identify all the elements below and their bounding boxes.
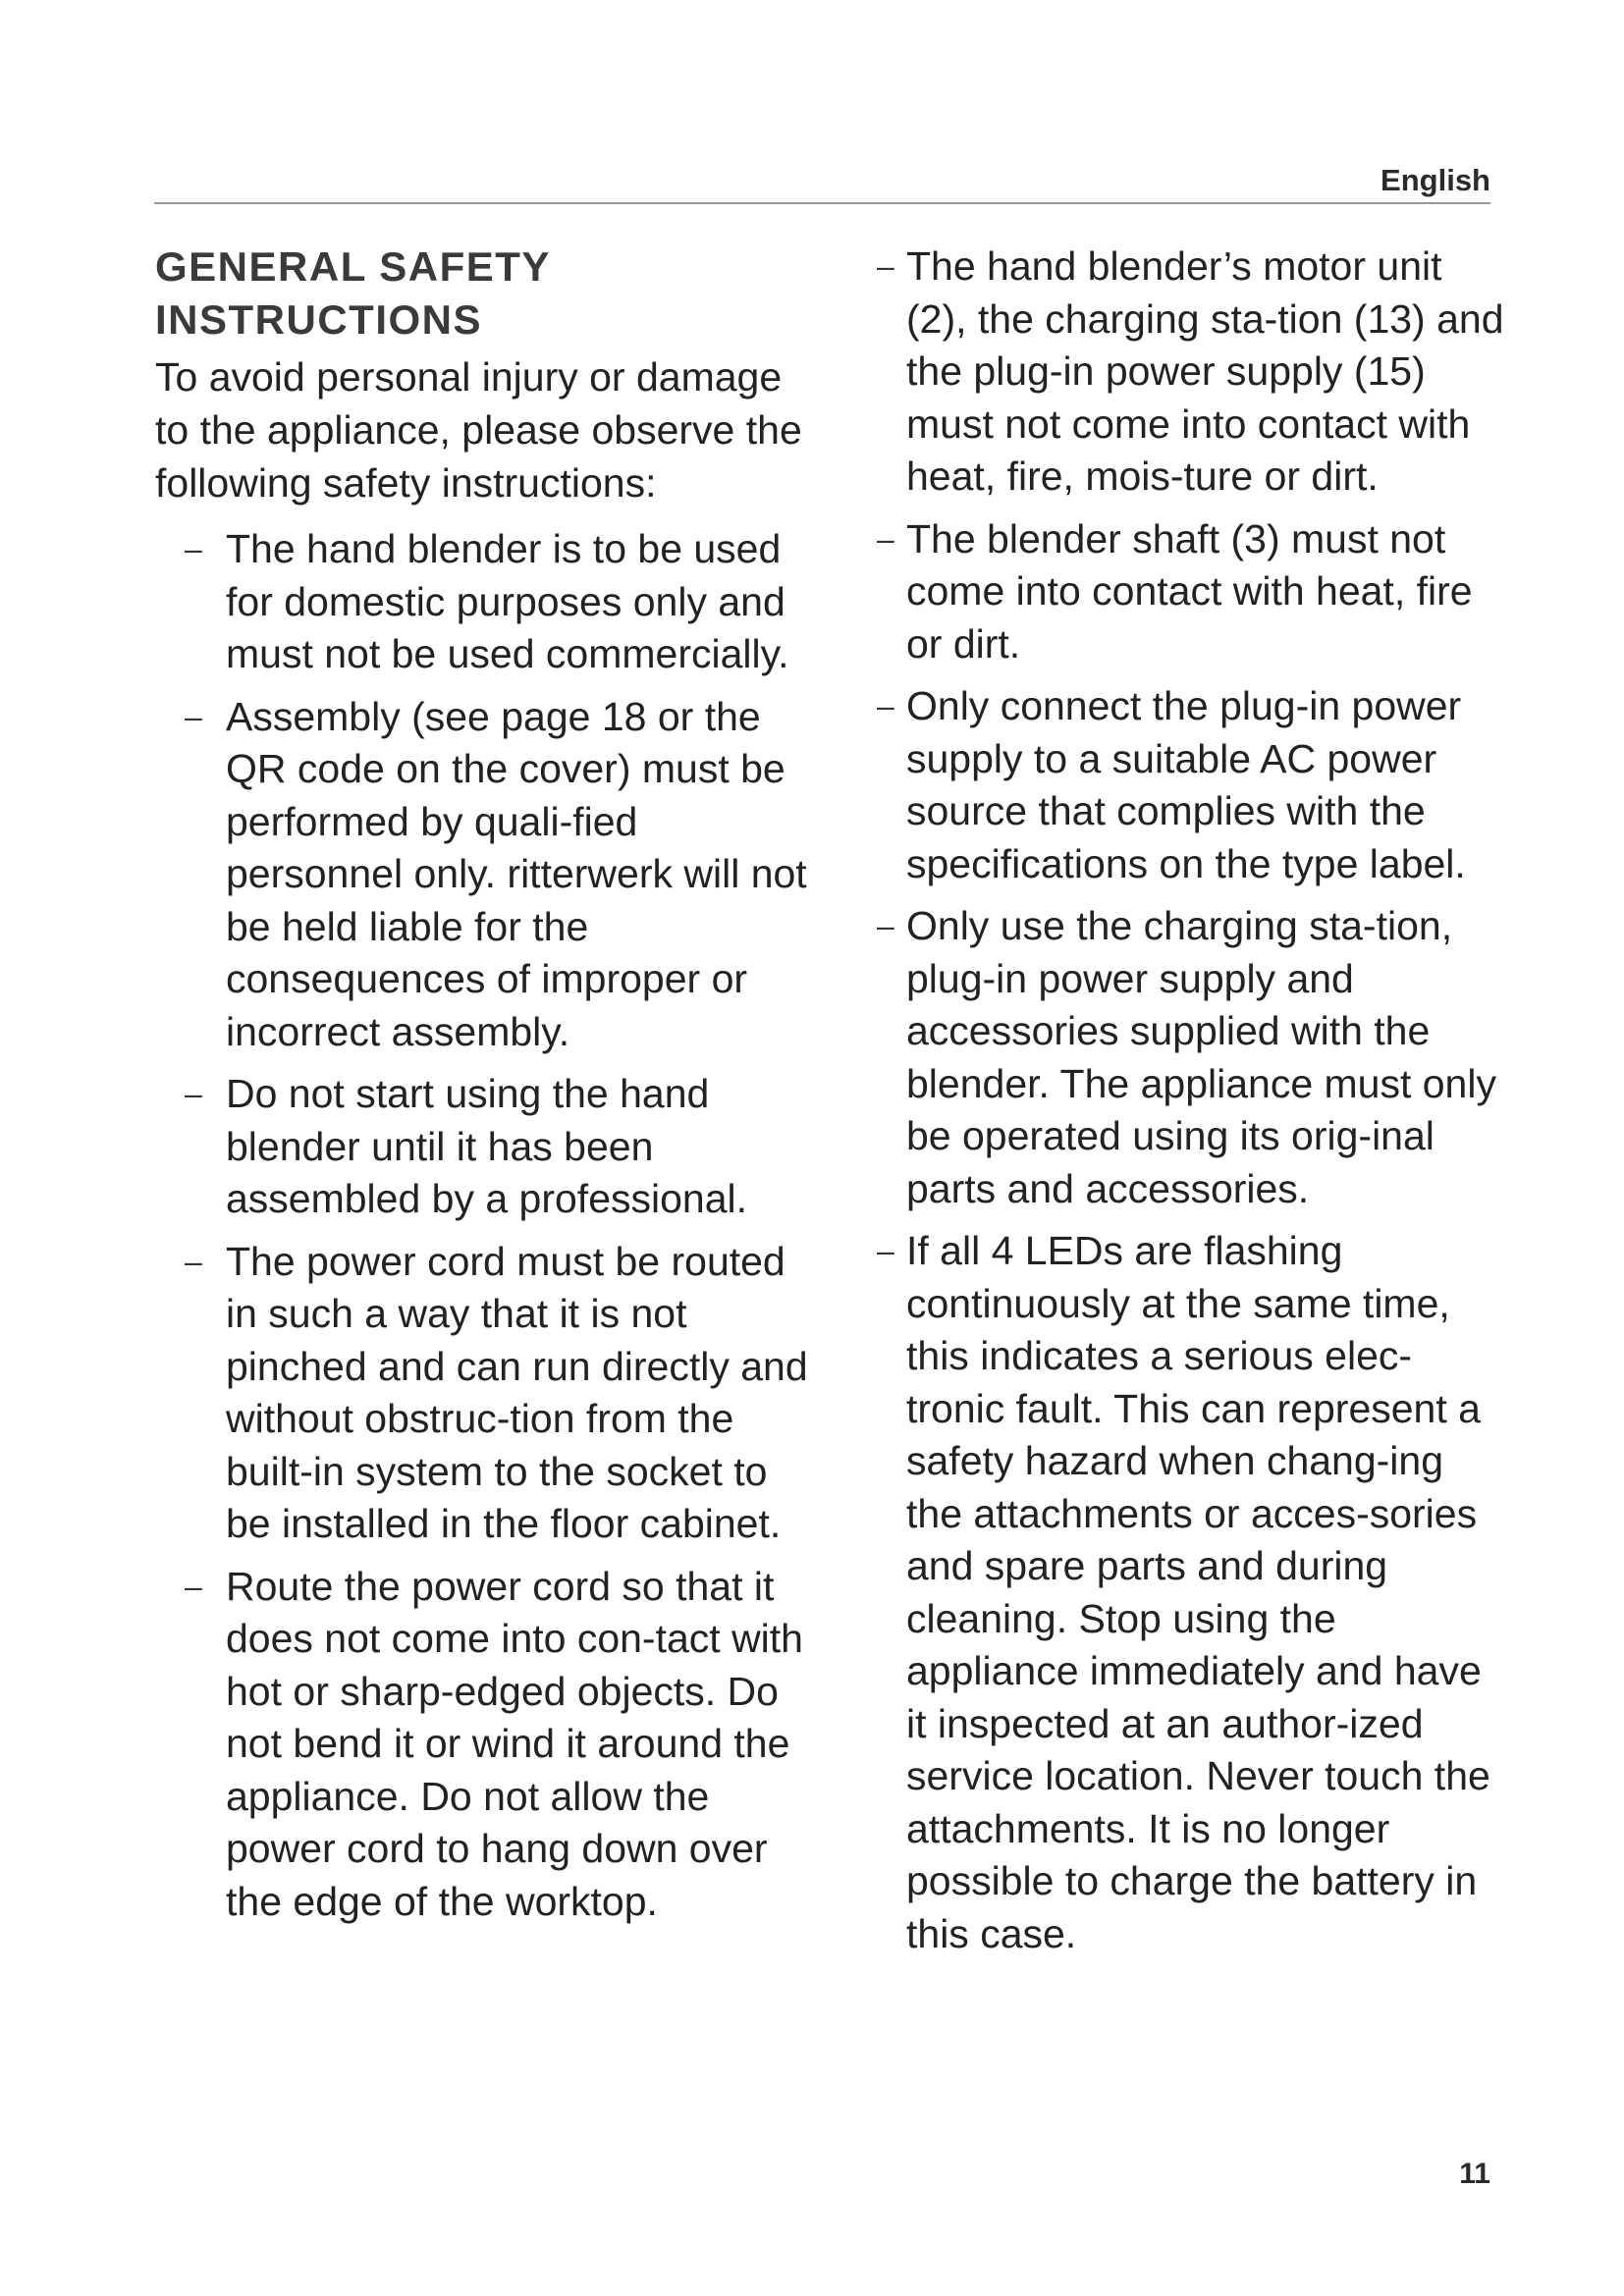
list-item bbox=[185, 523, 808, 681]
left-safety-list bbox=[185, 523, 808, 1928]
list-item bbox=[185, 1236, 808, 1551]
list-item-text: If all 4 LEDs are flashing continuously at the same time, this indicates a serious elec-tronic fault. This can represent a safety hazard when chang-ing the attachments or acces-sories and spare parts and during cleaning. Stop using the appliance immediately and have it inspected at an author-ized service location. Never touch the attachments. It is no longer possible to charge the battery in this case. bbox=[906, 1228, 1490, 1956]
dash-marker: – bbox=[185, 531, 202, 566]
dash-marker: – bbox=[185, 1076, 202, 1111]
header-divider bbox=[154, 202, 1490, 204]
list-item-text: Do not start using the hand blender until it has been assembled by a professional. bbox=[226, 1071, 748, 1221]
list-item-text: Only connect the plug-in power supply to a suitable AC power source that complies with the specifications on the type label. bbox=[906, 683, 1466, 886]
right-safety-list bbox=[877, 240, 1505, 1960]
dash-marker: – bbox=[877, 1233, 894, 1268]
intro-paragraph: To avoid personal injury or damage to the appliance, please observe the following safety instructions: bbox=[155, 354, 802, 506]
list-item bbox=[877, 1225, 1505, 1960]
section-heading: GENERAL SAFETY INSTRUCTIONS bbox=[155, 243, 551, 343]
list-item-text: Route the power cord so that it does not come into con-tact with hot or sharp-edged objects. Do not bend it or wind it around the appliance. Do not allow the power cord to hang down over the edge of the worktop. bbox=[226, 1563, 803, 1924]
dash-marker: – bbox=[877, 688, 894, 723]
list-item-text: The power cord must be routed in such a way that it is not pinched and can run directly and without obstruc-tion from the built-in system to the socket to be installed in the floor cabinet. bbox=[226, 1238, 808, 1546]
list-item bbox=[877, 240, 1505, 504]
list-item-text: Assembly (see page 18 or the QR code on the cover) must be performed by quali-fied personnel only. ritterwerk will not be held liable for the consequences of improper or incorrect assembly. bbox=[226, 693, 807, 1054]
list-item-text: Only use the charging sta-tion, plug-in power supply and accessories supplied with the blender. The appliance must only be operated using its orig-inal parts and accessories. bbox=[906, 903, 1496, 1211]
list-item bbox=[185, 1068, 808, 1226]
list-item-text: The hand blender is to be used for domestic purposes only and must not be used commercially. bbox=[226, 526, 789, 676]
list-item bbox=[877, 900, 1505, 1215]
dash-marker: – bbox=[877, 908, 894, 943]
page-number: 11 bbox=[1459, 2158, 1490, 2190]
dash-marker: – bbox=[185, 1243, 202, 1279]
list-item-text: The blender shaft (3) must not come into contact with heat, fire or dirt. bbox=[906, 515, 1473, 667]
dash-marker: – bbox=[185, 698, 202, 734]
list-item bbox=[877, 680, 1505, 890]
list-item bbox=[185, 691, 808, 1059]
dash-marker: – bbox=[877, 520, 894, 557]
right-column bbox=[877, 240, 1505, 1970]
language-label: English bbox=[1380, 163, 1490, 197]
left-column bbox=[155, 240, 808, 1938]
left-list-wrapper bbox=[155, 523, 808, 1928]
list-item bbox=[185, 1561, 808, 1929]
list-item-text: The hand blender’s motor unit (2), the charging sta-tion (13) and the plug-in power supply (15) must not come into contact with heat, fire, mois-ture or dirt. bbox=[906, 243, 1504, 499]
list-item bbox=[877, 513, 1505, 671]
dash-marker: – bbox=[185, 1568, 202, 1604]
dash-marker: – bbox=[877, 248, 894, 284]
